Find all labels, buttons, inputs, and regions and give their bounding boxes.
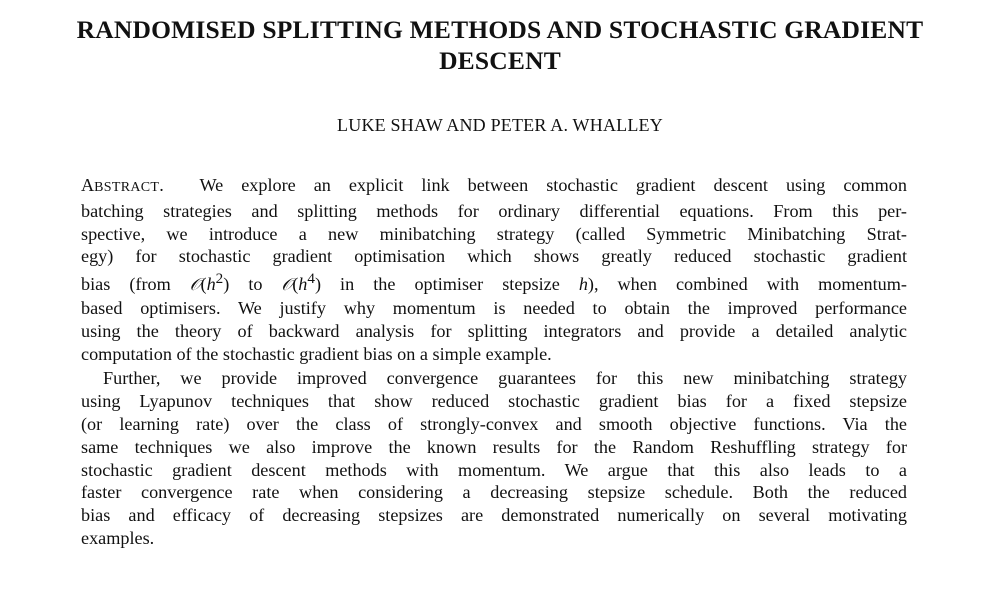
abstract-line-5: bias (from $𝒪(h^2)$ to $𝒪(h^4)$ in the optimiser stepsize h), when combined with momentum- [81, 270, 907, 296]
abstract-heading: ABSTRACT. [81, 175, 164, 195]
abstract-line-4: egy) for stochastic gradient optimisation which shows greatly reduced stochastic gradient [81, 246, 907, 267]
abstract-line-10: using Lyapunov techniques that show reduced stochastic gradient bias for a fixed stepsize [81, 391, 907, 412]
abstract [81, 174, 907, 550]
paper-title [0, 14, 1000, 76]
author-list: LUKE SHAW AND PETER A. WHALLEY [337, 115, 663, 135]
title-line-1: RANDOMISED SPLITTING METHODS AND STOCHASTIC GRADIENT [76, 15, 924, 44]
abstract-line-16: examples. [81, 528, 155, 549]
abstract-line-7: using the theory of backward analysis for splitting integrators and provide a detailed analytic [81, 320, 907, 341]
abstract-line-14: faster convergence rate when considering a decreasing stepsize schedule. Both the reduced [81, 482, 907, 503]
abstract-line-15: bias and efficacy of decreasing stepsizes are demonstrated numerically on several motivating [81, 505, 907, 526]
abstract-line-3: spective, we introduce a new minibatching strategy (called Symmetric Minibatching Strat- [81, 223, 907, 244]
abstract-line-13: stochastic gradient descent methods with momentum. We argue that this also leads to a [81, 459, 907, 480]
abstract-line-2: batching strategies and splitting methods for ordinary differential equations. From this per- [81, 200, 907, 221]
big-o-symbol: 𝒪 [189, 275, 201, 296]
title-line-2: DESCENT [439, 46, 561, 75]
abstract-line-12: same techniques we also improve the known results for the Random Reshuffling strategy for [81, 436, 907, 457]
big-o-symbol: 𝒪 [281, 275, 293, 296]
abstract-line-1: ABSTRACT. We explore an explicit link between stochastic gradient descent using common [81, 175, 907, 195]
abstract-line-9: Further, we provide improved convergence guarantees for this new minibatching strategy [103, 368, 907, 389]
abstract-line-8: computation of the stochastic gradient bias on a simple example. [81, 343, 552, 364]
abstract-line-11: (or learning rate) over the class of strongly-convex and smooth objective functions. Via the [81, 414, 907, 435]
abstract-line-6: based optimisers. We justify why momentum is needed to obtain the improved performance [81, 298, 907, 319]
